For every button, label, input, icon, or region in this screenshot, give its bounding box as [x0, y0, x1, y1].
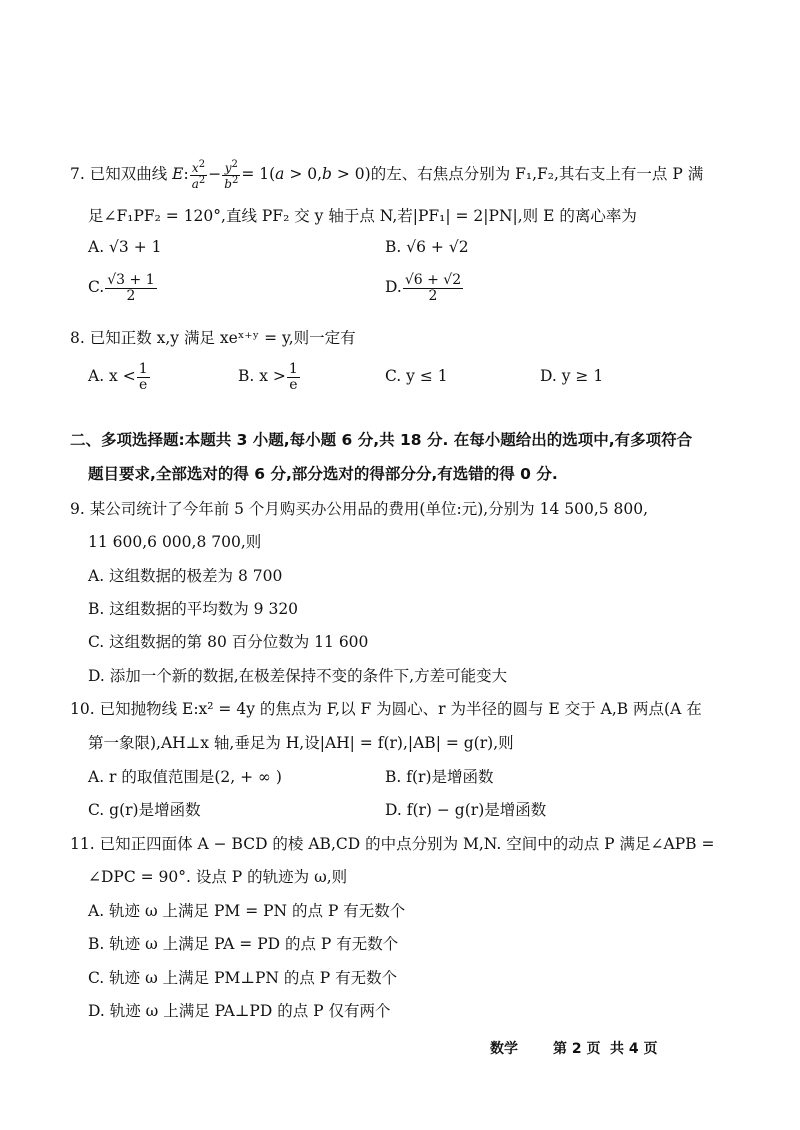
- q9-option-b: B. 这组数据的平均数为 9 320: [88, 600, 299, 618]
- q7-option-a: A. √3 + 1: [88, 238, 162, 256]
- section2-heading-line1: 二、多项选择题:本题共 3 小题,每小题 6 分,共 18 分. 在每小题给出的选项中,有多项符合: [70, 431, 693, 449]
- hyperbola-term-y: $\frac{y^2}{b^2}$: [224, 159, 239, 191]
- hyperbola-term-x: $\frac{x^2}{a^2}$: [191, 159, 206, 191]
- footer-total-pages: 共 4 页: [610, 1041, 658, 1057]
- q10-stem-line2: 第一象限),AH⊥x 轴,垂足为 H,设|AH| = f(r),|AB| = g(r),则: [88, 734, 514, 752]
- q9-option-d: D. 添加一个新的数据,在极差保持不变的条件下,方差可能变大: [88, 667, 508, 685]
- q9-stem-line2: 11 600,6 000,8 700,则: [88, 533, 262, 551]
- q11-option-a: A. 轨迹 ω 上满足 PM = PN 的点 P 有无数个: [88, 902, 406, 920]
- q8-stem: 8. 已知正数 x,y 满足 xeˣ⁺ʸ = y,则一定有: [70, 329, 356, 347]
- q7-stem-line1: 7. 已知双曲线 E: $\frac{x^2}{a^2}$ − $\frac{y^2}{b^2}$ = 1(a > 0,b > 0)的左、右焦点分别为 F₁,F₂,其右支上有一点 P 满: [70, 159, 704, 191]
- q9-stem-line1: 9. 某公司统计了今年前 5 个月购买办公用品的费用(单位:元),分别为 14 500,5 800,: [70, 500, 649, 518]
- q7-stem-line2: 足∠F₁PF₂ = 120°,直线 PF₂ 交 y 轴于点 N,若|PF₁| = 2|PN|,则 E 的离心率为: [88, 207, 637, 225]
- q10-option-b: B. f(r)是增函数: [385, 768, 494, 786]
- q8-option-a: A. x < $\frac{1}{e}$: [88, 361, 148, 393]
- q11-option-d: D. 轨迹 ω 上满足 PA⊥PD 的点 P 仅有两个: [88, 1002, 391, 1020]
- q7-option-d: D. $\frac{√6 + √2}{2}$: [385, 272, 462, 304]
- q11-option-b: B. 轨迹 ω 上满足 PA = PD 的点 P 有无数个: [88, 935, 399, 953]
- q8-option-d: D. y ≥ 1: [540, 367, 604, 385]
- q11-stem-line2: ∠DPC = 90°. 设点 P 的轨迹为 ω,则: [88, 868, 348, 886]
- q10-option-a: A. r 的取值范围是(2, + ∞ ): [88, 768, 282, 786]
- footer-page-number: 第 2 页: [553, 1041, 601, 1057]
- footer-subject: 数学: [490, 1041, 518, 1057]
- q11-option-c: C. 轨迹 ω 上满足 PM⊥PN 的点 P 有无数个: [88, 969, 398, 987]
- section2-heading-line2: 题目要求,全部选对的得 6 分,部分选对的得部分分,有选错的得 0 分.: [88, 465, 558, 483]
- q11-stem-line1: 11. 已知正四面体 A − BCD 的棱 AB,CD 的中点分别为 M,N. 空间中的动点 P 满足∠APB =: [70, 835, 715, 853]
- q8-option-b: B. x > $\frac{1}{e}$: [238, 361, 298, 393]
- q9-option-a: A. 这组数据的极差为 8 700: [88, 567, 283, 585]
- q10-option-d: D. f(r) − g(r)是增函数: [385, 801, 547, 819]
- q7-option-c: C. $\frac{√3 + 1}{2}$: [88, 272, 155, 304]
- q9-option-c: C. 这组数据的第 80 百分位数为 11 600: [88, 633, 369, 651]
- q8-option-c: C. y ≤ 1: [385, 367, 448, 385]
- q7-option-b: B. √6 + √2: [385, 238, 469, 256]
- q10-option-c: C. g(r)是增函数: [88, 801, 201, 819]
- q10-stem-line1: 10. 已知抛物线 E:x² = 4y 的焦点为 F,以 F 为圆心、r 为半径的圆与 E 交于 A,B 两点(A 在: [70, 700, 702, 718]
